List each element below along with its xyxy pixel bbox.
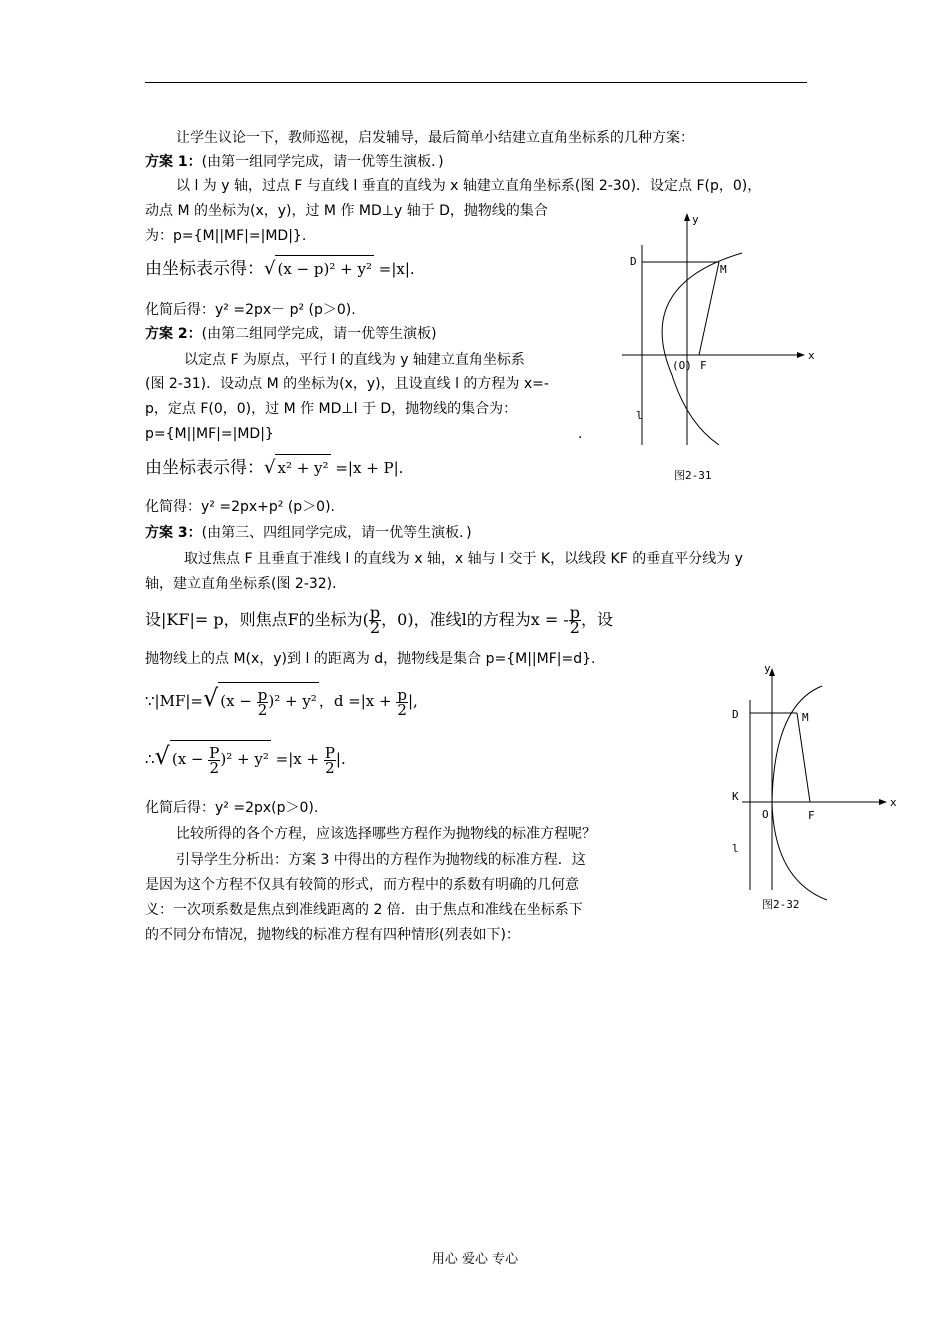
therefore-a: ∴ bbox=[145, 750, 155, 768]
plan2-simplified bbox=[145, 497, 335, 517]
fig31-label-D: D bbox=[630, 255, 637, 268]
fig32-segment-MF bbox=[797, 713, 810, 802]
plan1-title: 方案 1： bbox=[145, 154, 202, 170]
plan2-heading bbox=[145, 324, 437, 344]
plan1-eq-rhs: =|x|. bbox=[378, 260, 415, 278]
plan1-heading bbox=[145, 152, 444, 172]
guide-line4: 的不同分布情况，抛物线的标准方程有四种情形(列表如下)： bbox=[145, 927, 520, 943]
fig31-label-M: M bbox=[720, 263, 727, 276]
fig32-x-arrow bbox=[879, 799, 887, 805]
plan3-setup-b: ，0)，准线l的方程为x = - bbox=[381, 610, 569, 629]
guide-line1: 引导学生分析出：方案 3 中得出的方程作为抛物线的标准方程．这 bbox=[176, 852, 586, 868]
plan1-line1: 以 l 为 y 轴，过点 F 与直线 l 垂直的直线为 x 轴建立直角坐标系(图 2-30)．设定点 F(p，0)， bbox=[176, 178, 762, 194]
fig32-label-M: M bbox=[802, 711, 809, 724]
plan2-equation: 由坐标表示得：√ x² + y² =|x + P|. bbox=[145, 454, 403, 481]
plan2-line1: 以定点 F 为原点，平行 l 的直线为 y 轴建立直角坐标系 bbox=[184, 352, 525, 368]
plan2-line3: p，定点 F(0，0)，过 M 作 MD⊥l 于 D，抛物线的集合为： bbox=[145, 401, 518, 417]
figure-2-31 bbox=[612, 205, 827, 490]
plan2-eq-root: x² + y² bbox=[275, 454, 330, 481]
fig31-x-arrow bbox=[797, 352, 805, 358]
plan3-setup bbox=[145, 605, 613, 635]
plan3-simplified-eq: y² =2px(p＞0). bbox=[215, 800, 319, 816]
plan3-note: (由第三、四组同学完成，请一优等生演板．) bbox=[201, 525, 472, 541]
plan3-title: 方案 3： bbox=[145, 525, 202, 541]
plan3-setup-a: 设|KF|= p，则焦点F的坐标为( bbox=[145, 610, 369, 629]
because-b: ，d =|x + bbox=[318, 692, 392, 710]
because-root: (x − $\frac{p}{2}$ )² + y² bbox=[218, 682, 319, 719]
plan3-line2: 轴，建立直角坐标系(图 2-32)． bbox=[145, 576, 347, 592]
fig31-label-x: x bbox=[808, 349, 815, 362]
plan1-note: (由第一组同学完成，请一优等生演板．) bbox=[201, 154, 444, 170]
fig32-label-F: F bbox=[808, 809, 815, 822]
intro-text: 让学生议论一下，教师巡视，启发辅导，最后简单小结建立直角坐标系的几种方案： bbox=[176, 130, 694, 146]
fig32-label-y: y bbox=[764, 662, 771, 675]
therefore-root: (x − $\frac{P}{2}$ )² + y² bbox=[170, 740, 271, 777]
compare-text: 比较所得的各个方程，应该选择哪些方程作为抛物线的标准方程呢？ bbox=[176, 826, 596, 842]
figure-2-32 bbox=[722, 660, 912, 915]
fig31-label-l: l bbox=[636, 409, 643, 422]
therefore-b: =|x + bbox=[275, 750, 320, 768]
plan3-line1: 取过焦点 F 且垂直于准线 l 的直线为 x 轴，x 轴与 l 交于 K，以线段 KF 的垂直平分线为 y bbox=[184, 551, 743, 567]
fig32-label-K: K bbox=[732, 790, 739, 803]
plan2-simplified-eq: y² =2px+p² (p＞0). bbox=[201, 499, 336, 515]
guide-line2: 是因为这个方程不仅具有较简的形式，而方程中的系数有明确的几何意 bbox=[145, 877, 579, 893]
page-footer: 用心 爱心 专心 bbox=[431, 1252, 519, 1267]
because-c: |, bbox=[408, 692, 418, 710]
header-rule bbox=[145, 82, 807, 83]
fig32-label-x: x bbox=[890, 796, 897, 809]
fig31-label-F: F bbox=[700, 359, 707, 372]
plan1-equation: 由坐标表示得：√ (x − p)² + y² =|x|. bbox=[145, 255, 415, 282]
fig31-caption: 图2-31 bbox=[674, 469, 712, 482]
plan1-simplified bbox=[145, 300, 356, 320]
focus-fraction: $\frac{p}{2}$ bbox=[369, 603, 381, 637]
plan2-line2: (图 2-31)．设动点 M 的坐标为(x，y)，且设直线 l 的方程为 x=- bbox=[145, 376, 549, 392]
because-a: ∵|MF|= bbox=[145, 692, 203, 710]
plan1-line3: 为：p={M||MF|=|MD|}. bbox=[145, 228, 307, 244]
plan3-setup-c: ，设 bbox=[580, 610, 613, 629]
fig32-label-l: l bbox=[732, 842, 739, 855]
fig31-y-arrow bbox=[684, 213, 690, 221]
plan1-eq-label: 由坐标表示得： bbox=[145, 259, 264, 279]
plan2-note: (由第二组同学完成，请一优等生演板) bbox=[201, 326, 437, 342]
plan3-heading bbox=[145, 523, 472, 543]
plan3-simplified-label: 化简后得： bbox=[145, 800, 215, 816]
plan2-title: 方案 2： bbox=[145, 326, 202, 342]
plan3-simplified bbox=[145, 798, 318, 818]
plan2-simplified-label: 化简得： bbox=[145, 499, 201, 515]
directrix-fraction: $\frac{p}{2}$ bbox=[569, 603, 580, 637]
plan1-simplified-label: 化简后得： bbox=[145, 302, 215, 318]
plan2-dot: . bbox=[578, 426, 583, 442]
guide-line3: 义：一次项系数是焦点到准线距离的 2 倍．由于焦点和准线在坐标系下 bbox=[145, 902, 583, 918]
fig32-caption: 图2-32 bbox=[762, 898, 800, 911]
fig31-label-y: y bbox=[692, 213, 699, 226]
plan2-eq-rhs: =|x + P|. bbox=[335, 459, 404, 477]
fig31-parabola bbox=[662, 253, 742, 445]
fig31-segment-MF bbox=[699, 262, 719, 355]
fig32-label-O: O bbox=[762, 808, 769, 821]
plan1-simplified-eq: y² =2px－ p² (p＞0). bbox=[215, 302, 356, 318]
fig32-parabola bbox=[772, 686, 827, 900]
plan3-because: ∵|MF|=√ (x − $\frac{p}{2}$ )² + y² ，d =|x + $\frac{p}{2}$ |, bbox=[145, 684, 418, 719]
plan3-therefore: ∴√ (x − $\frac{P}{2}$ )² + y² =|x + $\frac{P}{2}$ |. bbox=[145, 742, 346, 777]
plan1-eq-root: (x − p)² + y² bbox=[275, 255, 373, 282]
plan2-eq-label: 由坐标表示得： bbox=[145, 458, 264, 478]
plan3-line3: 抛物线上的点 M(x，y)到 l 的距离为 d，抛物线是集合 p={M||MF|=d}. bbox=[145, 651, 596, 667]
fig32-label-D: D bbox=[732, 708, 739, 721]
plan2-line4: p={M||MF|=|MD|} bbox=[145, 426, 274, 442]
plan1-line2: 动点 M 的坐标为(x，y)，过 M 作 MD⊥y 轴于 D，抛物线的集合 bbox=[145, 203, 548, 219]
fig31-label-O: (O) bbox=[672, 359, 692, 372]
therefore-c: |. bbox=[335, 750, 346, 768]
